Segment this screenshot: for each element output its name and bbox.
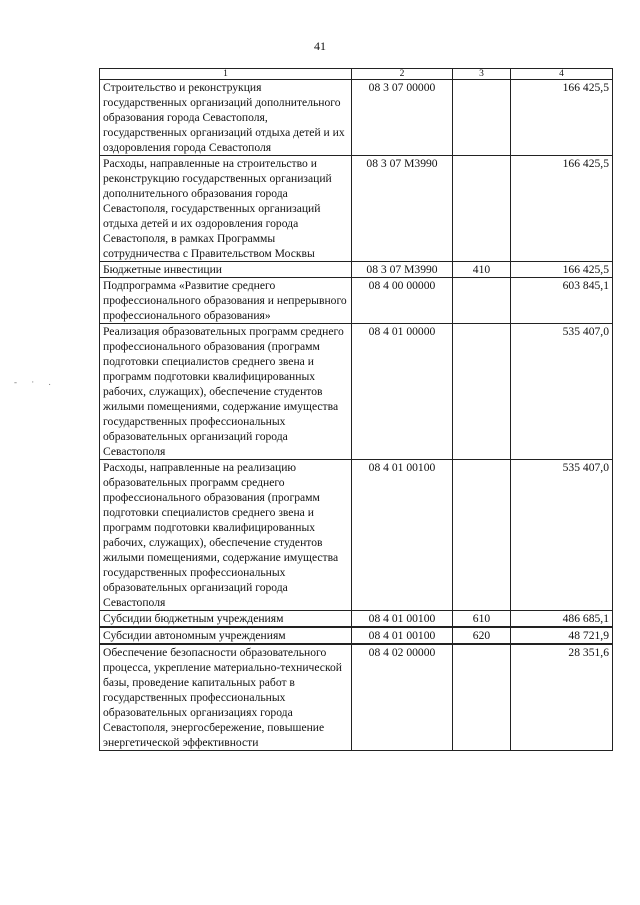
row-code: 08 4 01 00000: [352, 324, 453, 460]
scan-artifact: - · .: [14, 377, 57, 387]
row-type: [453, 324, 511, 460]
row-name: Подпрограмма «Развитие среднего профессионального образования и непрерывного профессионального образования»: [100, 278, 352, 324]
row-type: 410: [453, 262, 511, 278]
column-number: 3: [453, 69, 511, 80]
table-row: [100, 644, 613, 751]
row-name: Расходы, направленные на строительство и реконструкцию государственных организаций дополнительного образования города Севастополя, государственных организаций отдыха детей и их оздоровления города Севастополя, в рамках Программы сотрудничества с Правительством Москвы: [100, 156, 352, 262]
row-type: 620: [453, 627, 511, 644]
row-code: 08 3 07 М3990: [352, 262, 453, 278]
row-code: 08 4 01 00100: [352, 627, 453, 644]
table-row: [100, 278, 613, 324]
budget-table: [99, 68, 613, 751]
column-number: 2: [352, 69, 453, 80]
row-code: 08 3 07 00000: [352, 80, 453, 156]
row-amount: 535 407,0: [511, 460, 613, 611]
row-name: Субсидии автономным учреждениям: [100, 627, 352, 644]
row-type: [453, 644, 511, 751]
row-amount: 603 845,1: [511, 278, 613, 324]
column-number-row: [100, 69, 613, 80]
row-amount: 48 721,9: [511, 627, 613, 644]
table-row: [100, 611, 613, 628]
row-type: 610: [453, 611, 511, 628]
row-type: [453, 80, 511, 156]
table-row: [100, 80, 613, 156]
row-amount: 28 351,6: [511, 644, 613, 751]
table-row: [100, 627, 613, 644]
row-amount: 166 425,5: [511, 156, 613, 262]
row-type: [453, 460, 511, 611]
row-type: [453, 156, 511, 262]
row-code: 08 4 00 00000: [352, 278, 453, 324]
column-number: 1: [100, 69, 352, 80]
row-amount: 486 685,1: [511, 611, 613, 628]
row-amount: 535 407,0: [511, 324, 613, 460]
row-code: 08 3 07 М3990: [352, 156, 453, 262]
table-row: [100, 156, 613, 262]
row-name: Реализация образовательных программ среднего профессионального образования (программ подготовки специалистов среднего звена и программ подготовки квалифицированных рабочих, служащих), обеспечение студентов жилыми помещениями, содержание имущества государственных профессиональных образовательных организаций города Севастополя: [100, 324, 352, 460]
table-row: [100, 460, 613, 611]
row-amount: 166 425,5: [511, 262, 613, 278]
row-code: 08 4 02 00000: [352, 644, 453, 751]
row-name: Расходы, направленные на реализацию образовательных программ среднего профессионального образования (программ подготовки специалистов среднего звена и программ подготовки квалифицированных рабочих, служащих), обеспечение студентов жилыми помещениями, содержание имущества государственных профессиональных образовательных организаций города Севастополя: [100, 460, 352, 611]
column-number: 4: [511, 69, 613, 80]
row-code: 08 4 01 00100: [352, 611, 453, 628]
row-code: 08 4 01 00100: [352, 460, 453, 611]
page-number: 41: [314, 39, 326, 53]
table-row: [100, 262, 613, 278]
table-row: [100, 324, 613, 460]
row-type: [453, 278, 511, 324]
row-amount: 166 425,5: [511, 80, 613, 156]
row-name: Обеспечение безопасности образовательного процесса, укрепление материально-технической базы, проведение капитальных работ в государственных профессиональных образовательных организациях города Севастополя, энергосбережение, повышение энергетической эффективности: [100, 644, 352, 751]
row-name: Субсидии бюджетным учреждениям: [100, 611, 352, 628]
row-name: Бюджетные инвестиции: [100, 262, 352, 278]
row-name: Строительство и реконструкция государственных организаций дополнительного образования города Севастополя, государственных организаций отдыха детей и их оздоровления города Севастополя: [100, 80, 352, 156]
